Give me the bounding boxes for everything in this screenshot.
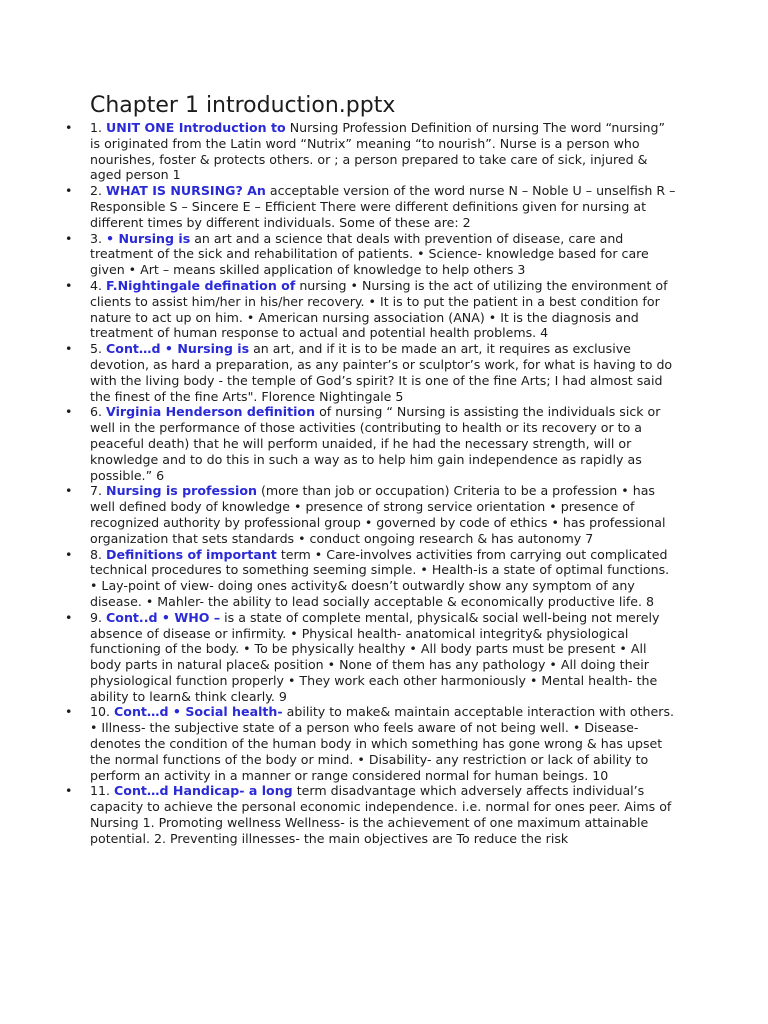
item-heading: Nursing is profession: [106, 483, 257, 499]
item-number: 6.: [90, 404, 103, 420]
bullet-icon: •: [65, 183, 73, 199]
item-number: 8.: [90, 546, 103, 562]
list-item: [65, 183, 678, 230]
item-number: 7.: [90, 483, 103, 499]
item-text: an art, and if it is to be made an art, it requires as exclusive devotion, as hard a preparation, as any painter’s or sculptor’s work, for what is having to do with the living body - the temple of God’s spirit? It is one of the fine Arts; I had almost said the finest of the fine Arts". Florence Nightingale 5: [90, 341, 673, 404]
item-text: term disadvantage which adversely affects individual’s capacity to achieve the personal economic independence. i.e. normal for ones peer. Aims of Nursing 1. Promoting wellness Wellness- is the achievement of one maximum attainable potential. 2. Preventing illnesses- the main objectives are To reduce the risk: [90, 783, 672, 846]
list-item: [65, 230, 678, 278]
item-heading: Definitions of important: [106, 546, 277, 562]
bullet-icon: •: [65, 277, 73, 293]
item-heading: F.Nightingale defination of: [106, 277, 296, 293]
list-item: [65, 404, 678, 483]
item-heading: • Nursing is: [106, 230, 191, 246]
document-title: Chapter 1 introduction.pptx: [90, 93, 396, 118]
item-number: 11.: [90, 783, 111, 799]
item-heading: UNIT ONE Introduction to: [106, 120, 286, 135]
item-text: is a state of complete mental, physical& social well-being not merely absence of disease or infirmity. • Physical health- anatomical integrity& physiological functioning of the body. • To be physically healthy • All body parts must be present • All body parts in natural place& position • None of them has any pathology • All doing their physiological function properly • They work each other harmoniously • Mental health- the ability to learn& think clearly. 9: [90, 609, 660, 704]
bullet-icon: •: [65, 404, 73, 420]
bullet-icon: •: [65, 783, 73, 799]
item-number: 1.: [90, 120, 103, 135]
list-item: [65, 609, 678, 705]
bullet-icon: •: [65, 546, 73, 562]
item-text: term • Care-involves activities from carrying out complicated technical procedures to something seeming simple. • Health-is a state of optimal functions. • Lay-point of view- doing ones activity& doesn’t outwardly show any symptom of any disease. • Mahler- the ability to lead socially acceptable & economically productive life. 8: [90, 546, 670, 609]
bullet-icon: •: [65, 704, 73, 720]
slide-list: [65, 120, 678, 847]
item-text: Nursing Profession Definition of nursing The word “nursing” is originated from the Latin word “Nutrix” meaning “to nourish”. Nurse is a person who nourishes, foster & protects others. or ; a person prepared to take care of sick, injured & aged person 1: [90, 120, 666, 183]
item-heading: WHAT IS NURSING? An: [106, 183, 266, 199]
item-text: an art and a science that deals with prevention of disease, care and treatment of the sick and rehabilitation of patients. • Science- knowledge based for care given • Art – means skilled application of knowledge to help others 3: [90, 230, 649, 278]
item-text: acceptable version of the word nurse N – Noble U – unselfish R – Responsible S – Sincere E – Efficient There were different definitions given for nursing at different times by different individuals. Some of these are: 2: [90, 183, 676, 230]
bullet-icon: •: [65, 483, 73, 499]
list-item: [65, 277, 678, 341]
bullet-icon: •: [65, 609, 73, 625]
bullet-icon: •: [65, 230, 73, 246]
item-text: of nursing “ Nursing is assisting the individuals sick or well in the performance of those activities (contributing to health or its recovery or to a peaceful death) that he will perform unaided, if he had the necessary strength, will or knowledge and to do this in such a way as to help him gain independence as rapidly as possible.” 6: [90, 404, 661, 483]
item-heading: Virginia Henderson definition: [106, 404, 316, 420]
bullet-icon: •: [65, 341, 73, 357]
item-heading: Cont..d • WHO –: [106, 609, 221, 625]
list-item: [65, 704, 678, 783]
list-item: [65, 341, 678, 404]
bullet-icon: •: [65, 120, 73, 135]
list-item: [65, 120, 678, 183]
list-item: [65, 546, 678, 610]
item-heading: Cont…d • Social health-: [114, 704, 283, 720]
list-item: [65, 783, 678, 846]
item-number: 2.: [90, 183, 103, 199]
item-number: 4.: [90, 277, 103, 293]
item-heading: Cont…d Handicap- a long: [114, 783, 293, 799]
item-number: 10.: [90, 704, 111, 720]
list-item: [65, 483, 678, 546]
item-number: 9.: [90, 609, 103, 625]
item-text: ability to make& maintain acceptable interaction with others. • Illness- the subjective state of a person who feels aware of not being well. • Disease- denotes the condition of the human body in which something has gone wrong & has upset the normal functions of the body or mind. • Disability- any restriction or lack of ability to perform an activity in a manner or range considered normal for human beings. 10: [90, 704, 675, 783]
item-text: (more than job or occupation) Criteria to be a profession • has well defined body of knowledge • presence of strong service orientation • presence of recognized authority by professional group • governed by code of ethics • has professional organization that sets standards • conduct ongoing research & has autonomy 7: [90, 483, 666, 546]
item-number: 5.: [90, 341, 103, 357]
item-text: nursing • Nursing is the act of utilizing the environment of clients to assist him/her in his/her recovery. • It is to put the patient in a best condition for nature to act up on him. • American nursing association (ANA) • It is the diagnosis and treatment of human response to actual and potential health problems. 4: [90, 277, 668, 341]
item-number: 3.: [90, 230, 103, 246]
item-heading: Cont…d • Nursing is: [106, 341, 250, 357]
